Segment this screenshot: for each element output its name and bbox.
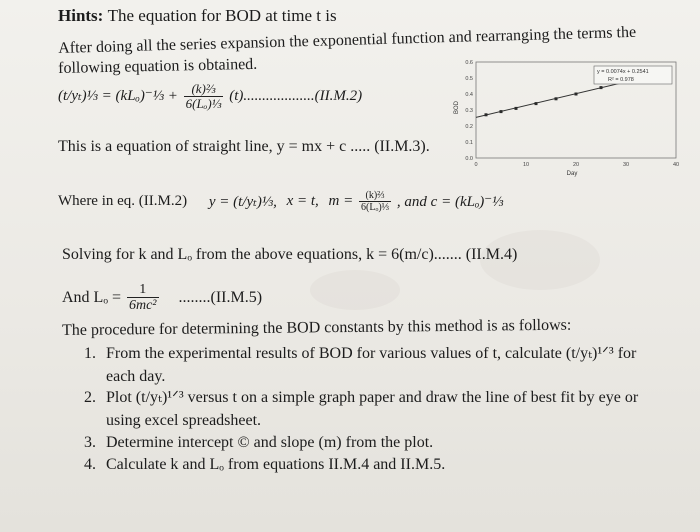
equation-tail: (t)...................(II.M.2): [229, 88, 363, 105]
step-number: 3.: [84, 434, 96, 451]
chart-y-tick-label: 0.6: [465, 60, 473, 66]
equation-fraction-numerator: (k)⅔: [184, 82, 224, 97]
chart-data-point: [555, 97, 558, 100]
hints-heading: [58, 6, 337, 26]
intro-line-1: After doing all the series expansion the exponential function and rearranging the terms the: [58, 23, 637, 57]
chart-data-point: [485, 113, 488, 116]
x-definition: x = t,: [286, 193, 319, 209]
chart-y-tick-label: 0.5: [465, 76, 473, 82]
chart-y-tick-label: 0.4: [465, 92, 473, 98]
intro-line-2: following equation is obtained.: [58, 55, 258, 77]
where-definitions: [58, 190, 503, 213]
chart-y-label: BOD: [454, 100, 460, 114]
paper-smudge: [310, 270, 400, 310]
procedure-step-4: [84, 456, 445, 474]
step-text: Calculate k and Lₒ from equations II.M.4 and II.M.5.: [106, 456, 446, 473]
chart-y-tick-label: 0.2: [465, 124, 473, 130]
chart-x-tick-label: 30: [622, 162, 630, 168]
chart-data-point: [515, 107, 518, 110]
procedure-step-1-continued: each day.: [106, 368, 166, 385]
chart-x-tick-label: 40: [672, 162, 680, 168]
chart-x-tick-label: 20: [572, 162, 580, 168]
solving-statement: Solving for k and Lₒ from the above equations, k = 6(m/c)....... (II.M.4): [62, 246, 518, 263]
where-label: Where in eq. (II.M.2): [58, 193, 188, 209]
procedure-step-1: [84, 343, 636, 363]
step-text: Determine intercept © and slope (m) from the plot.: [106, 434, 434, 451]
lo-fraction: [127, 282, 159, 314]
procedure-step-2-continued: using excel spreadsheet.: [106, 412, 262, 429]
chart-y-tick-label: 0.0: [465, 156, 473, 162]
m-definition-fraction: [359, 190, 391, 213]
chart-data-point: [535, 102, 538, 105]
and-lo-label: And Lₒ =: [62, 288, 121, 306]
chart-y-tick-label: 0.3: [465, 108, 473, 114]
procedure-step-3: [84, 434, 433, 452]
step-number: 2.: [84, 389, 96, 406]
hints-text: The equation for BOD at time t is: [107, 6, 337, 25]
lo-tail: ........(II.M.5): [178, 288, 263, 306]
chart-x-label: Day: [566, 171, 578, 177]
lo-denominator: 6mc²: [128, 298, 157, 314]
chart-annotation-r2: R² = 0.978: [608, 77, 634, 83]
procedure-step-2: [84, 387, 638, 407]
step-number: 1.: [84, 345, 96, 362]
chart-data-point: [500, 110, 503, 113]
procedure-intro: The procedure for determining the BOD constants by this method is as follows:: [62, 316, 572, 339]
m-definition-numerator: (k)⅔: [359, 190, 391, 202]
c-definition: , and c = (kLₒ)⁻⅓: [396, 194, 504, 210]
y-definition: y = (t/yₜ)⅓,: [208, 194, 277, 210]
chart-data-point: [575, 93, 578, 96]
equation-II-M-5: [62, 282, 262, 314]
step-number: 4.: [84, 456, 96, 473]
straight-line-statement: This is a equation of straight line, y = mx + c ..... (II.M.3).: [58, 138, 430, 155]
equation-II-M-2: [58, 82, 362, 112]
chart-data-point: [600, 86, 603, 89]
m-definition-lhs: m =: [328, 193, 354, 209]
chart-x-tick-label: 0: [474, 162, 478, 168]
chart-annotation-equation: y = 0.0074x + 0.2541: [597, 69, 649, 75]
chart-y-tick-label: 0.1: [465, 140, 473, 146]
lo-numerator: 1: [127, 282, 159, 298]
equation-fraction-denominator: 6(Lₒ)⅓: [185, 96, 222, 112]
hints-label: Hints:: [58, 6, 104, 25]
chart-x-tick-label: 10: [522, 162, 530, 168]
equation-fraction: [184, 82, 224, 112]
equation-lhs: (t/yₜ)⅓ = (kLₒ)⁻⅓ +: [58, 88, 178, 105]
step-text: From the experimental results of BOD for various values of t, calculate (t/yₜ)¹ᐟ³ for: [106, 345, 637, 362]
step-text: Plot (t/yₜ)¹ᐟ³ versus t on a simple graph paper and draw the line of best fit by eye or: [106, 389, 639, 406]
bod-chart: [452, 58, 687, 178]
m-definition-denominator: 6(Lₒ)⅓: [361, 202, 390, 213]
